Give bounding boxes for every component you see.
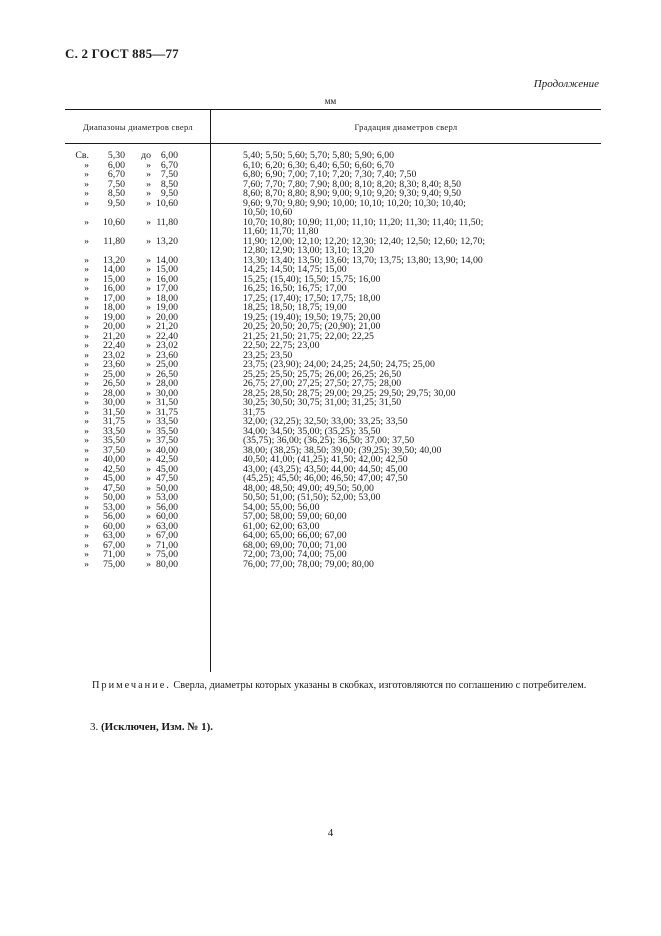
range-upto: 9,50 bbox=[160, 188, 178, 199]
range-to-word: » bbox=[146, 368, 151, 380]
gradation-line: 72,00; 73,00; 74,00; 75,00 bbox=[243, 549, 347, 560]
range-from: 22,40 bbox=[102, 340, 125, 351]
range-prefix: » bbox=[84, 368, 89, 380]
col-header-ranges: Диапазоны диаметров сверл bbox=[83, 121, 193, 132]
range-to-word: » bbox=[146, 444, 151, 456]
range-prefix: » bbox=[84, 169, 89, 180]
table-row bbox=[65, 218, 601, 237]
table-header bbox=[65, 110, 601, 143]
page-number: 4 bbox=[327, 827, 334, 839]
gradation-cell bbox=[211, 237, 601, 256]
range-from: 26,50 bbox=[102, 378, 125, 389]
gradation-line: 50,50; 51,00; (51,50); 52,00; 53,00 bbox=[243, 492, 381, 503]
range-upto: 13,20 bbox=[155, 235, 178, 247]
range-prefix: » bbox=[84, 425, 89, 437]
range-to-word: » bbox=[146, 311, 151, 323]
range-upto: 26,50 bbox=[155, 368, 178, 380]
range-prefix: » bbox=[84, 435, 89, 446]
gradation-line: 14,25; 14,50; 14,75; 15,00 bbox=[243, 264, 347, 275]
gradation-line: 23,75; (23,90); 24,00; 24,25; 24,50; 24,75; 25,00 bbox=[243, 359, 435, 370]
diameter-table bbox=[65, 109, 601, 569]
range-prefix: » bbox=[84, 473, 89, 484]
range-upto: 8,50 bbox=[160, 178, 178, 190]
range-from: 28,00 bbox=[102, 387, 125, 399]
range-from: 42,50 bbox=[102, 463, 125, 475]
range-prefix: » bbox=[84, 349, 89, 361]
range-to-word: » bbox=[146, 511, 151, 522]
gradation-line: 15,25; (15,40); 15,50; 15,75; 16,00 bbox=[243, 273, 381, 285]
range-prefix: » bbox=[84, 416, 89, 427]
note-paragraph bbox=[78, 680, 600, 692]
range-upto: 33,50 bbox=[155, 416, 178, 427]
units-label: мм bbox=[324, 96, 337, 106]
range-prefix: » bbox=[84, 321, 89, 332]
range-prefix: » bbox=[84, 558, 89, 570]
range-from: 9,50 bbox=[107, 197, 125, 209]
gradation-line: (45,25); 45,50; 46,00; 46,50; 47,00; 47,50 bbox=[243, 473, 408, 484]
range-to-word: » bbox=[146, 273, 151, 285]
range-to-word: » bbox=[146, 340, 151, 351]
range-from: 7,50 bbox=[107, 178, 125, 190]
gradation-line: 22,50; 22,75; 23,00 bbox=[243, 340, 320, 351]
range-from: 5,30 bbox=[107, 150, 125, 161]
range-to-word: » bbox=[146, 549, 151, 560]
range-from: 30,00 bbox=[102, 397, 125, 408]
range-cell bbox=[65, 237, 211, 247]
range-upto: 80,00 bbox=[155, 558, 178, 570]
range-from: 17,00 bbox=[102, 292, 125, 304]
range-to-word: до bbox=[141, 150, 151, 161]
range-upto: 47,50 bbox=[155, 473, 178, 484]
range-prefix: » bbox=[84, 311, 89, 323]
range-upto: 23,60 bbox=[155, 349, 178, 361]
range-from: 13,20 bbox=[102, 254, 125, 266]
range-upto: 53,00 bbox=[155, 492, 178, 503]
gradation-line: 11,90; 12,00; 12,10; 12,20; 12,30; 12,40; 12,50; 12,60; 12,70; bbox=[243, 235, 486, 247]
range-from: 6,70 bbox=[107, 169, 125, 180]
range-from: 21,20 bbox=[102, 330, 125, 342]
range-from: 33,50 bbox=[102, 425, 125, 437]
gradation-line: 7,60; 7,70; 7,80; 7,90; 8,00; 8,10; 8,20; 8,30; 8,40; 8,50 bbox=[243, 178, 461, 190]
range-to-word: » bbox=[146, 425, 151, 437]
range-prefix: » bbox=[84, 254, 89, 266]
range-upto: 22,40 bbox=[155, 330, 178, 342]
range-to-word: » bbox=[146, 330, 151, 342]
range-prefix: » bbox=[84, 482, 89, 494]
range-prefix: » bbox=[84, 188, 89, 199]
table-body bbox=[65, 144, 601, 569]
range-upto: 37,50 bbox=[155, 435, 178, 446]
gradation-line: 43,00; (43,25); 43,50; 44,00; 44,50; 45,00 bbox=[243, 463, 408, 475]
range-to-word: » bbox=[146, 416, 151, 427]
range-from: 16,00 bbox=[102, 283, 125, 294]
gradation-line: 18,25; 18,50; 18,75; 19,00 bbox=[243, 302, 347, 313]
range-from: 37,50 bbox=[102, 444, 125, 456]
range-to-word: » bbox=[146, 178, 151, 190]
range-from: 15,00 bbox=[102, 273, 125, 285]
gradation-line: 30,25; 30,50; 30,75; 31,00; 31,25; 31,50 bbox=[243, 397, 402, 408]
range-to-word: » bbox=[146, 188, 151, 199]
gradation-line: 23,25; 23,50 bbox=[243, 349, 293, 361]
gradation-line: 16,25; 16,50; 16,75; 17,00 bbox=[243, 283, 347, 294]
range-from: 35,50 bbox=[102, 435, 125, 446]
range-from: 47,50 bbox=[102, 482, 125, 494]
range-prefix: » bbox=[84, 406, 89, 418]
gradation-line: 38,00; (38,25); 38,50; 39,00; (39,25); 39,50; 40,00 bbox=[243, 444, 442, 456]
range-upto: 20,00 bbox=[155, 311, 178, 323]
gradation-line: 26,75; 27,00; 27,25; 27,50; 27,75; 28,00 bbox=[243, 378, 402, 389]
range-from: 31,75 bbox=[102, 416, 125, 427]
range-prefix: » bbox=[84, 397, 89, 408]
gradation-line: 40,50; 41,00; (41,25); 41,50; 42,00; 42,50 bbox=[243, 454, 408, 465]
range-prefix: » bbox=[84, 178, 89, 190]
gradation-line: 48,00; 48,50; 49,00; 49,50; 50,00 bbox=[243, 482, 374, 494]
range-prefix: » bbox=[84, 216, 89, 228]
continuation-label: Продолжение bbox=[533, 78, 599, 90]
range-to-word: » bbox=[146, 539, 151, 551]
range-prefix: » bbox=[84, 159, 89, 171]
range-to-word: » bbox=[146, 254, 151, 266]
range-from: 63,00 bbox=[102, 530, 125, 541]
range-upto: 30,00 bbox=[155, 387, 178, 399]
range-to-word: » bbox=[146, 359, 151, 370]
range-to-word: » bbox=[146, 302, 151, 313]
range-prefix: » bbox=[84, 283, 89, 294]
range-from: 25,00 bbox=[102, 368, 125, 380]
range-prefix: » bbox=[84, 340, 89, 351]
gradation-line: 19,25; (19,40); 19,50; 19,75; 20,00 bbox=[243, 311, 381, 323]
range-upto: 21,20 bbox=[155, 321, 178, 332]
gradation-line: 76,00; 77,00; 78,00; 79,00; 80,00 bbox=[243, 558, 374, 570]
range-to-word: » bbox=[146, 378, 151, 389]
range-to-word: » bbox=[146, 264, 151, 275]
range-upto: 10,60 bbox=[155, 197, 178, 209]
range-upto: 60,00 bbox=[155, 511, 178, 522]
gradation-line: 11,60; 11,70; 11,80 bbox=[243, 226, 319, 237]
range-upto: 40,00 bbox=[155, 444, 178, 456]
range-from: 11,80 bbox=[103, 235, 125, 247]
range-prefix: » bbox=[84, 387, 89, 399]
range-prefix: » bbox=[84, 197, 89, 209]
range-upto: 42,50 bbox=[155, 454, 178, 465]
range-prefix: » bbox=[84, 264, 89, 275]
range-upto: 71,00 bbox=[155, 539, 178, 551]
range-prefix: » bbox=[84, 492, 89, 503]
gradation-cell bbox=[211, 218, 601, 237]
range-to-word: » bbox=[146, 216, 151, 228]
item-3 bbox=[90, 721, 213, 733]
gradation-line: 54,00; 55,00; 56,00 bbox=[243, 501, 320, 513]
range-to-word: » bbox=[146, 463, 151, 475]
range-from: 10,60 bbox=[102, 216, 125, 228]
range-to-word: » bbox=[146, 473, 151, 484]
range-from: 53,00 bbox=[102, 501, 125, 513]
range-to-word: » bbox=[146, 292, 151, 304]
range-upto: 35,50 bbox=[155, 425, 178, 437]
range-from: 40,00 bbox=[102, 454, 125, 465]
item-3-text: (Исключен, Изм. № 1). bbox=[101, 721, 214, 733]
range-to-word: » bbox=[146, 492, 151, 503]
range-to-word: » bbox=[146, 397, 151, 408]
range-upto: 63,00 bbox=[155, 520, 178, 532]
gradation-line: 25,25; 25,50; 25,75; 26,00; 26,25; 26,50 bbox=[243, 368, 402, 380]
range-upto: 25,00 bbox=[155, 359, 178, 370]
range-to-word: » bbox=[146, 454, 151, 465]
range-from: 45,00 bbox=[102, 473, 125, 484]
gradation-line: 21,25; 21,50; 21,75; 22,00; 22,25 bbox=[243, 330, 374, 342]
range-from: 31,50 bbox=[102, 406, 125, 418]
range-upto: 19,00 bbox=[155, 302, 178, 313]
col-header-gradation: Градация диаметров сверл bbox=[354, 121, 458, 132]
range-from: 20,00 bbox=[102, 321, 125, 332]
gradation-cell bbox=[211, 560, 601, 570]
note-label: Примечание. bbox=[92, 680, 171, 691]
range-prefix: » bbox=[84, 549, 89, 560]
range-cell bbox=[65, 199, 211, 209]
gradation-line: (35,75); 36,00; (36,25); 36,50; 37,00; 37,50 bbox=[243, 435, 415, 446]
range-upto: 28,00 bbox=[155, 378, 178, 389]
range-upto: 11,80 bbox=[156, 216, 178, 228]
range-from: 14,00 bbox=[102, 264, 125, 275]
range-from: 19,00 bbox=[102, 311, 125, 323]
range-prefix: » bbox=[84, 444, 89, 456]
range-prefix: » bbox=[84, 378, 89, 389]
range-upto: 7,50 bbox=[160, 169, 178, 180]
range-to-word: » bbox=[146, 530, 151, 541]
range-upto: 17,00 bbox=[155, 283, 178, 294]
range-prefix: » bbox=[84, 463, 89, 475]
range-from: 67,00 bbox=[102, 539, 125, 551]
range-prefix: » bbox=[84, 454, 89, 465]
gradation-line: 31,75 bbox=[243, 406, 266, 418]
range-from: 23,02 bbox=[102, 349, 125, 361]
item-3-number: 3. bbox=[90, 721, 99, 733]
gradation-line: 6,80; 6,90; 7,00; 7,10; 7,20; 7,30; 7,40; 7,50 bbox=[243, 169, 417, 180]
gradation-line: 12,80; 12,90; 13,00; 13,10; 13,20 bbox=[243, 245, 374, 256]
range-prefix: Св. bbox=[75, 150, 89, 161]
gradation-line: 17,25; (17,40); 17,50; 17,75; 18,00 bbox=[243, 292, 381, 304]
range-upto: 31,50 bbox=[155, 397, 178, 408]
range-from: 60,00 bbox=[102, 520, 125, 532]
range-to-word: » bbox=[146, 169, 151, 180]
range-to-word: » bbox=[146, 321, 151, 332]
range-upto: 18,00 bbox=[155, 292, 178, 304]
range-upto: 50,00 bbox=[155, 482, 178, 494]
table-row bbox=[65, 199, 601, 218]
range-to-word: » bbox=[146, 501, 151, 513]
range-prefix: » bbox=[84, 302, 89, 313]
range-to-word: » bbox=[146, 349, 151, 361]
range-from: 56,00 bbox=[102, 511, 125, 522]
gradation-line: 8,60; 8,70; 8,80; 8,90; 9,00; 9,10; 9,20; 9,30; 9,40; 9,50 bbox=[243, 188, 461, 199]
table-row bbox=[65, 237, 601, 256]
gradation-line: 61,00; 62,00; 63,00 bbox=[243, 520, 320, 532]
range-prefix: » bbox=[84, 520, 89, 532]
range-prefix: » bbox=[84, 273, 89, 285]
range-upto: 6,70 bbox=[160, 159, 178, 171]
range-upto: 15,00 bbox=[155, 264, 178, 275]
gradation-line: 20,25; 20,50; 20,75; (20,90); 21,00 bbox=[243, 321, 381, 332]
gradation-line: 10,50; 10,60 bbox=[243, 207, 293, 218]
range-upto: 67,00 bbox=[155, 530, 178, 541]
range-prefix: » bbox=[84, 501, 89, 513]
range-prefix: » bbox=[84, 292, 89, 304]
range-from: 18,00 bbox=[102, 302, 125, 313]
range-upto: 6,00 bbox=[160, 150, 178, 161]
range-upto: 14,00 bbox=[155, 254, 178, 266]
range-to-word: » bbox=[146, 197, 151, 209]
range-prefix: » bbox=[84, 511, 89, 522]
range-upto: 75,00 bbox=[155, 549, 178, 560]
gradation-line: 9,60; 9,70; 9,80; 9,90; 10,00; 10,10; 10,20; 10,30; 10,40; bbox=[243, 197, 466, 209]
range-prefix: » bbox=[84, 330, 89, 342]
gradation-line: 57,00; 58,00; 59,00; 60,00 bbox=[243, 511, 347, 522]
gradation-line: 13,30; 13,40; 13,50; 13,60; 13,70; 13,75; 13,80; 13,90; 14,00 bbox=[243, 254, 483, 266]
range-upto: 23,02 bbox=[155, 340, 178, 351]
range-to-word: » bbox=[146, 235, 151, 247]
range-cell bbox=[65, 218, 211, 228]
note-text: Сверла, диаметры которых указаны в скобках, изготовляются по соглашению с потребителем. bbox=[170, 680, 587, 691]
range-to-word: » bbox=[146, 558, 151, 570]
range-from: 8,50 bbox=[107, 188, 125, 199]
range-from: 6,00 bbox=[107, 159, 125, 171]
range-from: 50,00 bbox=[102, 492, 125, 503]
gradation-line: 34,00; 34,50; 35,00; (35,25); 35,50 bbox=[243, 425, 381, 437]
range-to-word: » bbox=[146, 435, 151, 446]
range-prefix: » bbox=[84, 235, 89, 247]
gradation-line: 5,40; 5,50; 5,60; 5,70; 5,80; 5,90; 6,00 bbox=[243, 150, 395, 161]
range-to-word: » bbox=[146, 406, 151, 418]
range-to-word: » bbox=[146, 283, 151, 294]
gradation-line: 32,00; (32,25); 32,50; 33,00; 33,25; 33,50 bbox=[243, 416, 408, 427]
range-prefix: » bbox=[84, 530, 89, 541]
range-to-word: » bbox=[146, 520, 151, 532]
gradation-cell bbox=[211, 199, 601, 218]
range-prefix: » bbox=[84, 359, 89, 370]
range-to-word: » bbox=[146, 482, 151, 494]
page-header: С. 2 ГОСТ 885—77 bbox=[65, 46, 179, 61]
range-from: 23,60 bbox=[102, 359, 125, 370]
range-from: 71,00 bbox=[102, 549, 125, 560]
range-to-word: » bbox=[146, 387, 151, 399]
range-to-word: » bbox=[146, 159, 151, 171]
gradation-cell bbox=[211, 398, 601, 408]
range-prefix: » bbox=[84, 539, 89, 551]
gradation-line: 6,10; 6,20; 6,30; 6,40; 6,50; 6,60; 6,70 bbox=[243, 159, 395, 171]
gradation-line: 10,70; 10,80; 10,90; 11,00; 11,10; 11,20; 11,30; 11,40; 11,50; bbox=[243, 216, 484, 228]
range-upto: 56,00 bbox=[155, 501, 178, 513]
range-from: 75,00 bbox=[102, 558, 125, 570]
range-cell bbox=[65, 560, 211, 570]
table-row bbox=[65, 560, 601, 570]
gradation-line: 28,25; 28,50; 28,75; 29,00; 29,25; 29,50; 29,75; 30,00 bbox=[243, 387, 456, 399]
gradation-line: 68,00; 69,00; 70,00; 71,00 bbox=[243, 539, 347, 551]
range-upto: 16,00 bbox=[155, 273, 178, 285]
range-upto: 31,75 bbox=[155, 406, 178, 418]
gradation-line: 64,00; 65,00; 66,00; 67,00 bbox=[243, 530, 347, 541]
range-upto: 45,00 bbox=[155, 463, 178, 475]
